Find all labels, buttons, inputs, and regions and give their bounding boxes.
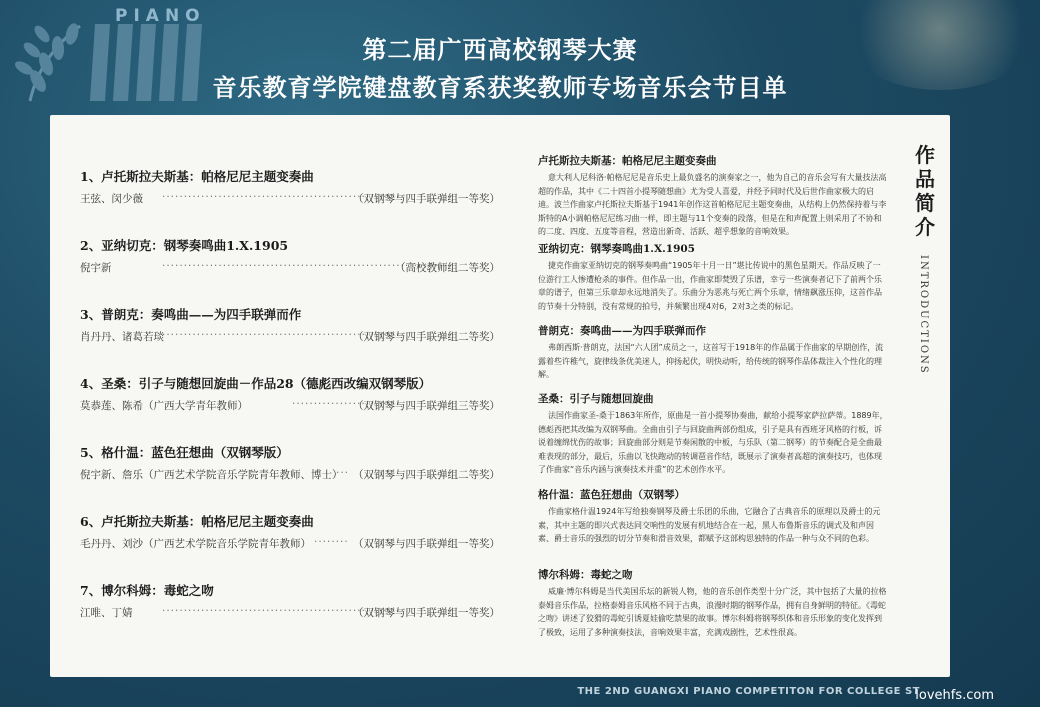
leader-dots: ......................... — [292, 395, 401, 407]
note-body: 威廉·博尔科姆是当代美国乐坛的新锐人物，他的音乐创作类型十分广泛，其中包括了大量的拉格泰姆音乐作品，拉格泰姆音乐风格不同于古典，浪漫时期的钢琴作品，拥有自身鲜明的特征。《毒蛇之吻》讲述了狡猾的毒蛇引诱夏娃偷吃禁果的故事。博尔科姆将钢琴织体和音乐形象的变化发挥到了极致，运用了多种演奏技法，音响效果丰富，充满戏剧性，艺术性很高。 — [538, 587, 887, 637]
program-title: 2、亚纳切克：钢琴奏鸣曲1.X.1905 — [80, 238, 289, 253]
note-body: 作曲家格什温1924年写给独奏钢琴及爵士乐团的乐曲，它融合了古典音乐的原理以及爵士的元素，其中主题的即兴式表达同交响性的发展有机地结合在一起，黑人布鲁斯音乐的调式及和声因素、爵士音乐的强烈的切分节奏和滑音效果，都赋予这部构思独特的作品一种与众不同的色彩。 — [538, 507, 881, 543]
page-subtitle: 音乐教育学院键盘教育系获奖教师专场音乐会节目单 — [212, 73, 788, 102]
note-title: 普朗克：奏鸣曲——为四手联弹而作 — [538, 325, 706, 337]
program-item — [80, 443, 500, 481]
program-title: 5、格什温：蓝色狂想曲（双钢琴版） — [80, 445, 289, 460]
program-award: （双钢琴与四手联弹组一等奖） — [353, 538, 500, 550]
program-award: （双钢琴与四手联弹组三等奖） — [353, 400, 500, 412]
logo-word: PIANO — [115, 6, 206, 26]
note-body: 弗朗西斯·普朗克，法国“六人团”成员之一，这首写于1918年的作品属于作曲家的早期创作，流露着些许稚气，旋律线条优美迷人，抑扬起伏，明快动听，给传统的钢琴作品体裁注入个性化的理解。 — [538, 343, 884, 379]
program-card — [50, 115, 950, 677]
note-body: 意大利人尼科洛·帕格尼尼是音乐史上最负盛名的演奏家之一，他为自己的音乐会写有大量技法高超的作品，其中《二十四首小提琴随想曲》尤为受人喜爱，并经予同时代及后世作曲家极大的启迪。波兰作曲家卢托斯拉夫斯基于1941年创作这首帕格尼尼主题变奏曲，从结构上仍然保持着与李斯特的A小调帕格尼尼练习曲一样，即主题与11个变奏的段落，但是在和声配置上则采用了不协和的二度、四度、五度等音程，营造出新奇、活跃、超乎想象的音响效果。 — [538, 173, 887, 236]
program-item — [80, 581, 500, 619]
program-award: （双钢琴与四手联弹组二等奖） — [353, 469, 500, 481]
note-body: 捷克作曲家亚纳切克的钢琴奏鸣曲“1905年十月一日”堪比传说中的黑色星期天。作品反映了一位游行工人惨遭枪杀的事件。但作品一出，作曲家即焚毁了乐谱，幸亏一些演奏者记下了前两个乐章的谱子，但第三乐章却永远地消失了。乐曲分为恶兆与死亡两个乐章，情绪飙涨压抑，这首作品的节奏十分特别，没有常规的拍号，并频繁出现4对6，2对3之类的标记。 — [538, 261, 882, 311]
note-item — [538, 153, 888, 239]
page-title: 第二届广西高校钢琴大赛 — [362, 35, 638, 64]
program-title: 3、普朗克：奏鸣曲——为四手联弹而作 — [80, 307, 302, 322]
program-performers: 倪宇新 — [80, 262, 112, 274]
program-award: （双钢琴与四手联弹组一等奖） — [353, 607, 500, 619]
program-title: 1、卢托斯拉夫斯基：帕格尼尼主题变奏曲 — [80, 169, 314, 184]
side-subtitle: INTRODUCTIONS — [918, 255, 929, 375]
leader-dots: ........................................................ — [162, 602, 405, 614]
program-item — [80, 512, 500, 550]
program-item — [80, 305, 500, 343]
program-item — [80, 374, 500, 412]
note-item — [538, 487, 888, 546]
leader-dots: .................................................................. — [162, 257, 449, 269]
program-award: （高校教师组二等奖） — [395, 262, 500, 274]
note-title: 亚纳切克：钢琴奏鸣曲1.X.1905 — [538, 243, 695, 255]
note-body: 法国作曲家圣-桑于1863年所作，原曲是一首小提琴协奏曲，献给小提琴家萨拉萨蒂。1889年，德彪西把其改编为双钢琴曲。全曲由引子与回旋曲两部份组成，引子是具有西班牙风格的行板，诉说着缠绵忧伤的故事；回旋曲部分则是节奏闲散的中板，与乐队（第二钢琴）的节奏配合是全曲最难表现的部分，最后，乐曲以飞快跑动的转调琶音作结，既展示了演奏者高超的演奏技巧，也体现了作曲家“音乐内涵与演奏技术并重”的艺术创作水平。 — [538, 411, 888, 474]
side-title: 作品简介 — [915, 143, 935, 239]
program-performers: 江唯、丁婧 — [80, 607, 133, 619]
note-item — [538, 241, 888, 313]
note-item — [538, 391, 888, 477]
note-item — [538, 567, 888, 639]
program-award: （双钢琴与四手联弹组一等奖） — [353, 193, 500, 205]
program-performers: 莫恭莲、陈希（广西大学青年教师） — [80, 400, 248, 412]
note-title: 博尔科姆：毒蛇之吻 — [538, 569, 633, 581]
program-title: 4、圣桑：引子与随想回旋曲－作品28（德彪西改编双钢琴版） — [80, 376, 432, 391]
program-performers: 倪宇新、詹乐（广西艺术学院音乐学院青年教师、博士） — [80, 469, 343, 481]
program-performers: 肖丹丹、诸葛若琰 — [80, 331, 164, 343]
program-title: 6、卢托斯拉夫斯基：帕格尼尼主题变奏曲 — [80, 514, 314, 529]
program-item — [80, 167, 500, 205]
program-performers: 王弦、闵少薇 — [80, 193, 143, 205]
note-title: 卢托斯拉夫斯基：帕格尼尼主题变奏曲 — [538, 155, 717, 167]
leader-dots: ........ — [314, 533, 349, 545]
leader-dots: ... — [336, 464, 350, 476]
program-item — [80, 236, 500, 274]
footer-english: THE 2ND GUANGXI PIANO COMPETITON FOR COLLEGE ST — [577, 686, 920, 697]
note-title: 圣桑：引子与随想回旋曲 — [538, 393, 654, 405]
program-award: （双钢琴与四手联弹组二等奖） — [353, 331, 500, 343]
program-performers: 毛丹丹、刘沙（广西艺术学院音乐学院青年教师） — [80, 538, 311, 550]
leader-dots: ........................................................ — [162, 326, 405, 338]
note-title: 格什温：蓝色狂想曲（双钢琴） — [538, 489, 685, 501]
leader-dots: ........................................................ — [162, 188, 405, 200]
program-title: 7、博尔科姆：毒蛇之吻 — [80, 583, 214, 598]
note-item — [538, 323, 888, 382]
watermark: lovehfs.com — [915, 688, 994, 703]
